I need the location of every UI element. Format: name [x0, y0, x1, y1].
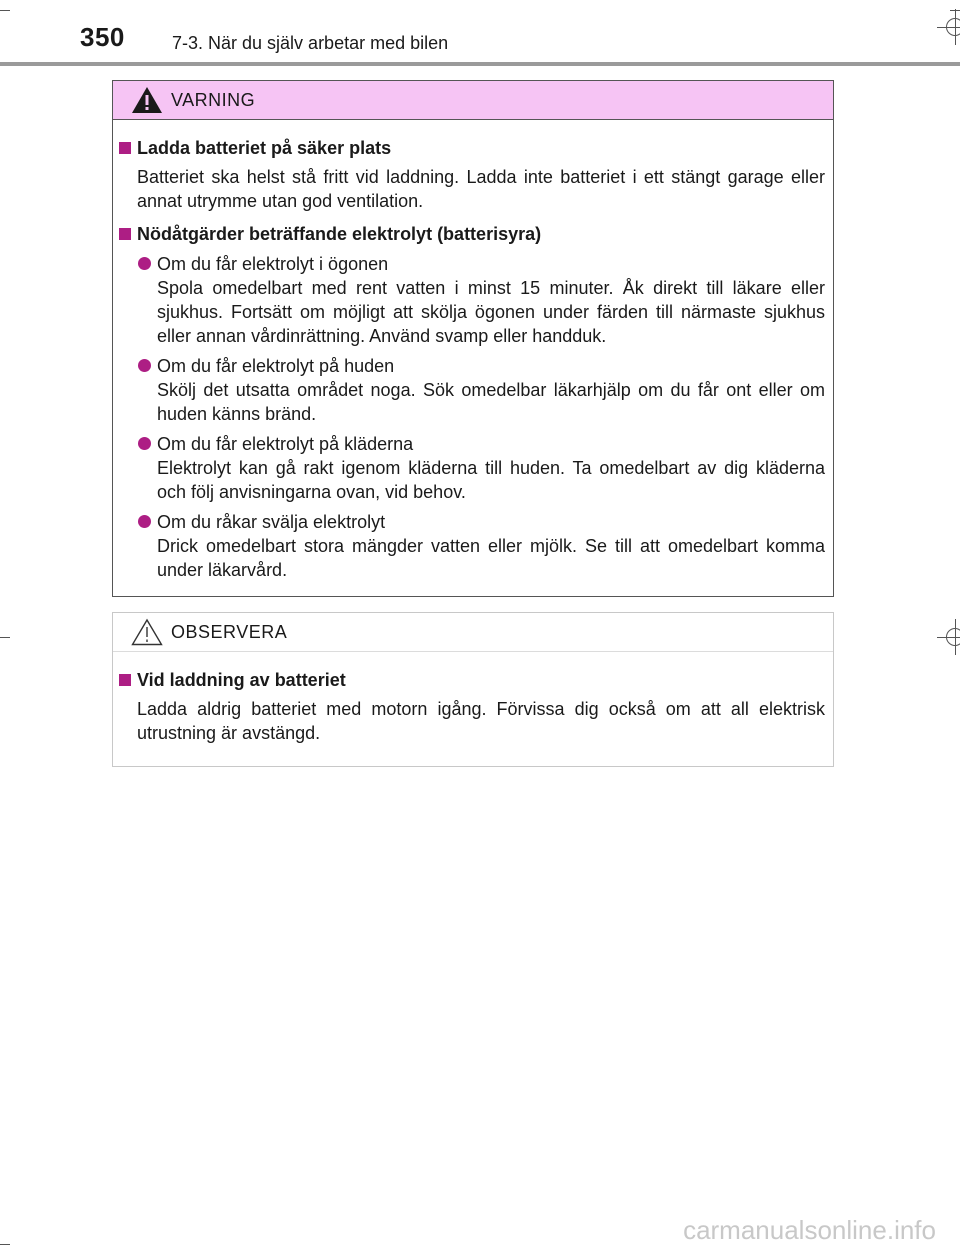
- crop-mark: [0, 1244, 10, 1245]
- round-bullet-icon: [138, 257, 151, 270]
- square-bullet-icon: [119, 674, 131, 686]
- registration-mark-icon: [946, 628, 960, 646]
- page-header: [0, 0, 960, 68]
- list-item: [119, 354, 825, 426]
- caution-triangle-outline-icon: [131, 618, 163, 646]
- section-title-text: Vid laddning av batteriet: [137, 670, 346, 690]
- section-title-text: Ladda batteriet på säker plats: [137, 138, 392, 158]
- chapter-title: 7-3. När du själv arbetar med bilen: [172, 33, 449, 53]
- list-item-text: Drick omedelbart stora mängder vatten eller mjölk. Se till att omedelbart komma under läkarvård.: [157, 536, 825, 580]
- warning-box-body: [113, 136, 833, 582]
- list-item: [119, 252, 825, 348]
- warning-label: VARNING: [171, 90, 256, 110]
- round-bullet-icon: [138, 515, 151, 528]
- warning-triangle-icon: [131, 86, 163, 114]
- crop-mark: [0, 637, 10, 638]
- list-item: [119, 510, 825, 582]
- list-item: [119, 432, 825, 504]
- list-item-heading: Om du får elektrolyt på huden: [157, 356, 395, 376]
- square-bullet-icon: [119, 228, 131, 240]
- watermark: carmanualsonline.info: [683, 1215, 936, 1245]
- notice-box-header: [113, 613, 833, 652]
- list-item-heading: Om du får elektrolyt i ögonen: [157, 254, 389, 274]
- section-title: [119, 136, 825, 160]
- warning-box: [112, 80, 834, 597]
- square-bullet-icon: [119, 142, 131, 154]
- page-number: 350: [80, 22, 125, 52]
- list-item-text: Spola omedelbart med rent vatten i minst 15 minuter. Åk direkt till läkare eller sjukhus. Fortsätt om möjligt att skölja ögonen under färden till närmaste sjukhus eller annan vårdinrättning. Använd svamp eller handduk.: [157, 278, 825, 346]
- section-title-text: Nödåtgärder beträffande elektrolyt (batterisyra): [137, 224, 542, 244]
- header-divider: [0, 62, 960, 66]
- notice-label: OBSERVERA: [171, 622, 288, 642]
- section-text: Ladda aldrig batteriet med motorn igång. Förvissa dig också om att all elektrisk utrustning är avstängd.: [137, 699, 825, 743]
- section-title: [119, 222, 825, 246]
- list-item-text: Skölj det utsatta området noga. Sök omedelbar läkarhjälp om du får ont eller om huden känns bränd.: [157, 380, 825, 424]
- round-bullet-icon: [138, 359, 151, 372]
- list-item-heading: Om du råkar svälja elektrolyt: [157, 512, 386, 532]
- section-text: Batteriet ska helst stå fritt vid laddning. Ladda inte batteriet i ett stängt garage eller annat utrymme utan god ventilation.: [137, 167, 825, 211]
- notice-box-body: [113, 668, 833, 745]
- warning-box-header: [113, 81, 833, 120]
- round-bullet-icon: [138, 437, 151, 450]
- list-item-heading: Om du får elektrolyt på kläderna: [157, 434, 414, 454]
- list-item-text: Elektrolyt kan gå rakt igenom kläderna till huden. Ta omedelbart av dig kläderna och följ anvisningarna ovan, vid behov.: [157, 458, 825, 502]
- section-title: [119, 668, 825, 692]
- notice-box: [112, 612, 834, 767]
